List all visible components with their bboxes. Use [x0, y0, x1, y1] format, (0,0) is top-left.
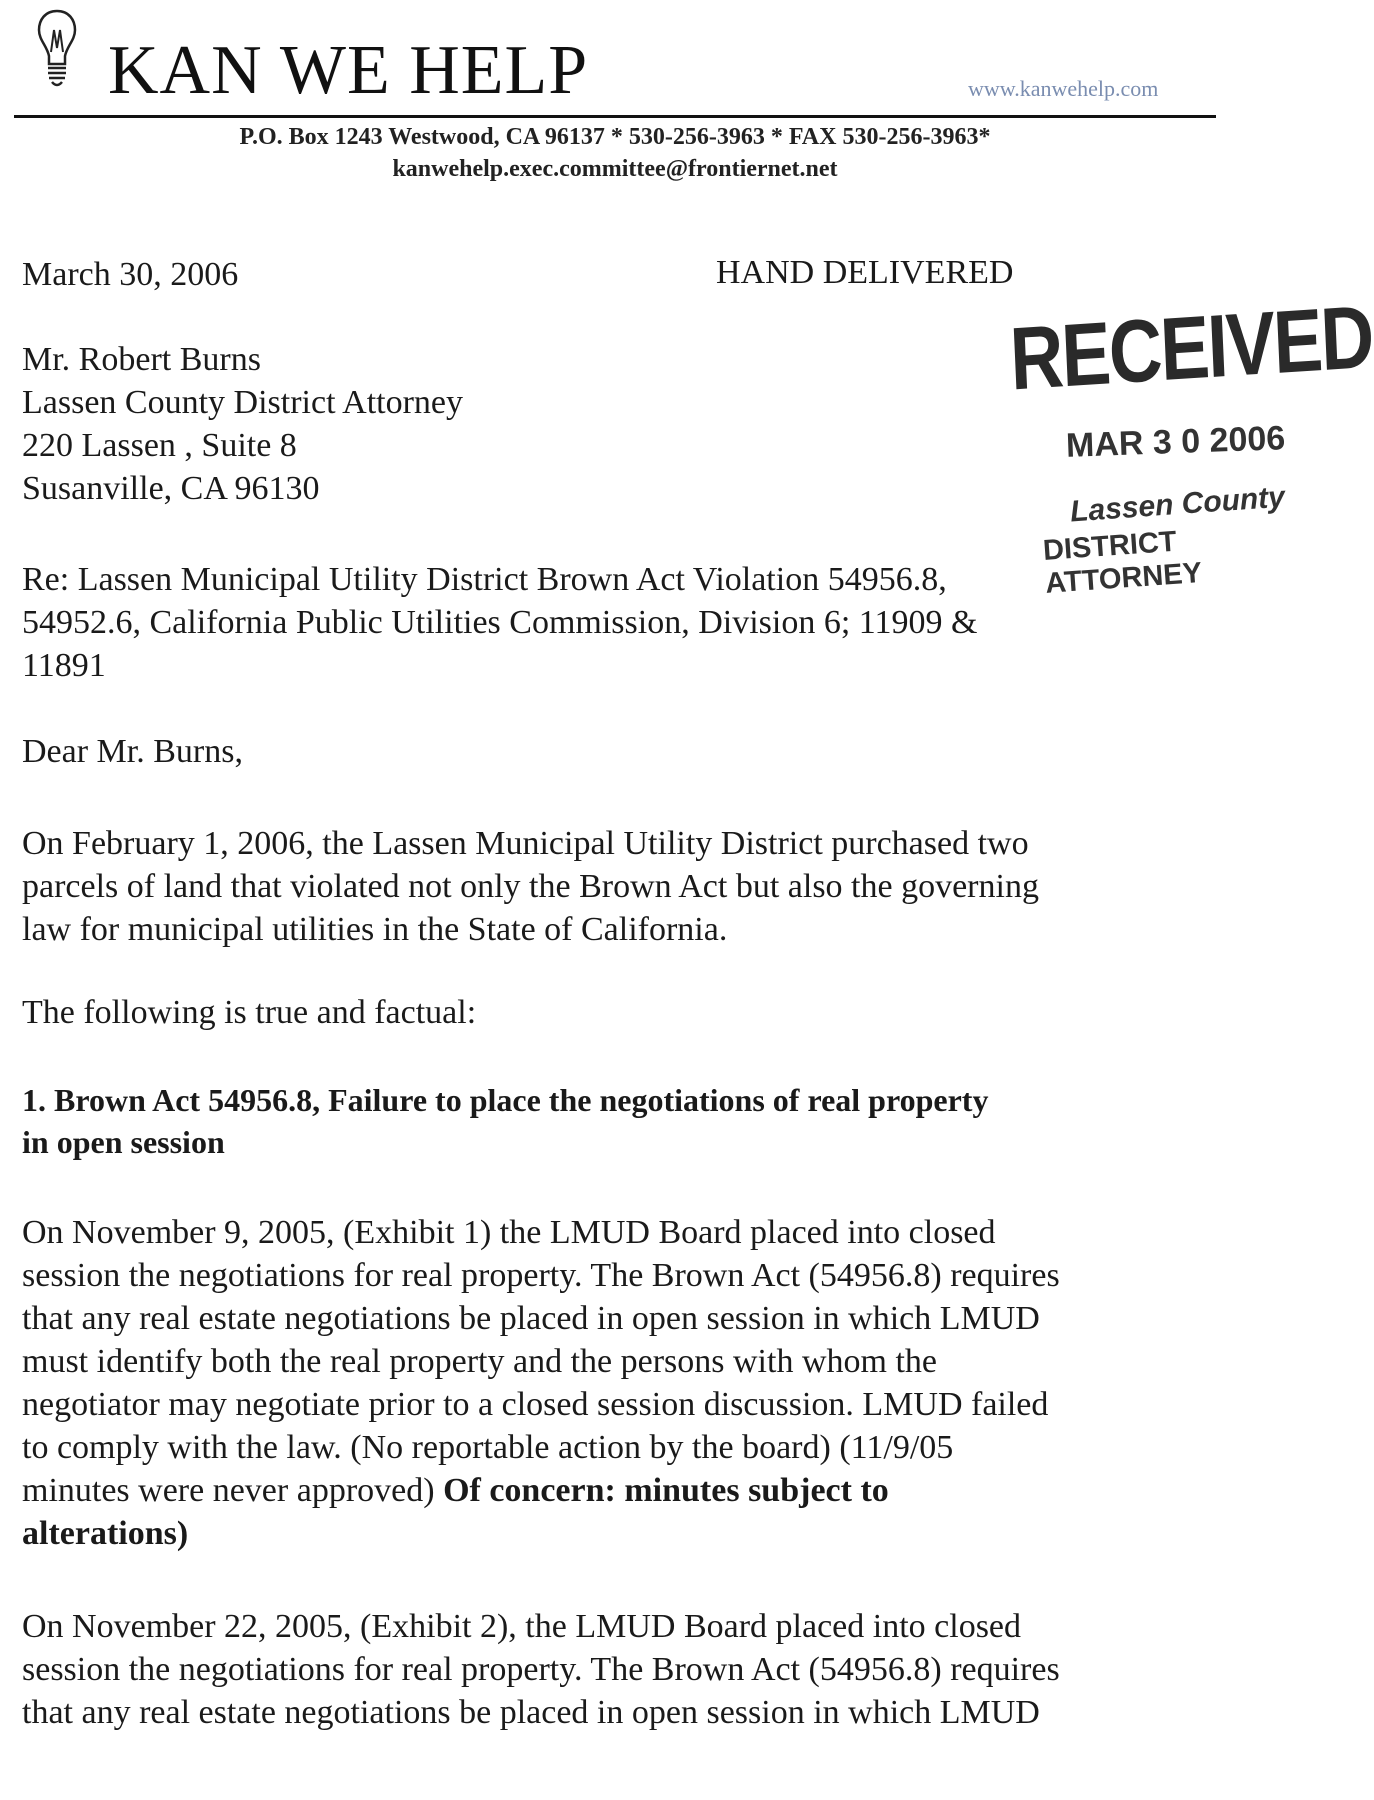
- website-link[interactable]: www.kanwehelp.com: [968, 76, 1159, 101]
- concern-note: alterations): [22, 1515, 189, 1552]
- stamp-date: MAR 3 0 2006: [1065, 419, 1286, 465]
- stamp-county: Lassen County: [1069, 480, 1286, 529]
- paragraph-line: negotiator may negotiate prior to a closed session discussion. LMUD failed: [22, 1386, 1049, 1423]
- body-paragraph: [22, 1211, 1252, 1555]
- heading-line: 1. Brown Act 54956.8, Failure to place the negotiations of real property: [22, 1082, 989, 1118]
- paragraph-line: that any real estate negotiations be placed in open session in which LMUD: [22, 1300, 1040, 1337]
- subject-line: [22, 558, 1202, 687]
- letterhead: [0, 0, 1302, 190]
- recipient-line: 220 Lassen , Suite 8: [22, 427, 297, 464]
- paragraph-line: On February 1, 2006, the Lassen Municipal Utility District purchased two: [22, 825, 1029, 862]
- paragraph-line: [22, 1469, 1252, 1512]
- organization-name: KAN WE HELP: [108, 32, 589, 109]
- concern-note: Of concern: minutes subject to: [443, 1472, 889, 1509]
- letterhead-divider: [14, 115, 1216, 118]
- body-paragraph: The following is true and factual:: [22, 994, 477, 1031]
- body-paragraph: [22, 1605, 1252, 1734]
- section-heading: [22, 1079, 1222, 1163]
- paragraph-line: to comply with the law. (No reportable action by the board) (11/9/05: [22, 1429, 954, 1466]
- paragraph-line: On November 22, 2005, (Exhibit 2), the LMUD Board placed into closed: [22, 1608, 1022, 1645]
- recipient-line: Lassen County District Attorney: [22, 384, 464, 421]
- recipient-address: [22, 338, 463, 510]
- address-line: P.O. Box 1243 Westwood, CA 96137 * 530-256-3963 * FAX 530-256-3963*: [239, 124, 991, 150]
- paragraph-line: that any real estate negotiations be placed in open session in which LMUD: [22, 1694, 1040, 1731]
- recipient-line: Susanville, CA 96130: [22, 470, 320, 507]
- lightbulb-icon: [36, 8, 78, 88]
- body-paragraph: [22, 822, 1232, 951]
- subject-text: 54952.6, California Public Utilities Commission, Division 6; 11909 &: [22, 604, 978, 641]
- stamp-title: RECEIVED: [1008, 286, 1374, 409]
- paragraph-line: law for municipal utilities in the State of California.: [22, 911, 728, 948]
- delivery-method: HAND DELIVERED: [716, 254, 1014, 291]
- paragraph-line: session the negotiations for real property. The Brown Act (54956.8) requires: [22, 1651, 1060, 1688]
- subject-text: Re: Lassen Municipal Utility District Brown Act Violation 54956.8,: [22, 561, 947, 598]
- paragraph-line: session the negotiations for real property. The Brown Act (54956.8) requires: [22, 1257, 1060, 1294]
- recipient-line: Mr. Robert Burns: [22, 341, 261, 378]
- paragraph-line: parcels of land that violated not only the Brown Act but also the governing: [22, 868, 1039, 905]
- paragraph-text: minutes were never approved): [22, 1472, 444, 1509]
- subject-text: 11891: [22, 647, 106, 684]
- received-stamp: [1000, 286, 1374, 600]
- letter-date: March 30, 2006: [22, 256, 239, 293]
- paragraph-line: On November 9, 2005, (Exhibit 1) the LMUD Board placed into closed: [22, 1214, 996, 1251]
- stamp-office: DISTRICT ATTORNEY: [1042, 525, 1203, 600]
- email-address: kanwehelp.exec.committee@frontiernet.net: [392, 156, 838, 182]
- salutation: Dear Mr. Burns,: [22, 733, 243, 770]
- paragraph-line: must identify both the real property and the persons with whom the: [22, 1343, 937, 1380]
- heading-line: in open session: [22, 1124, 225, 1160]
